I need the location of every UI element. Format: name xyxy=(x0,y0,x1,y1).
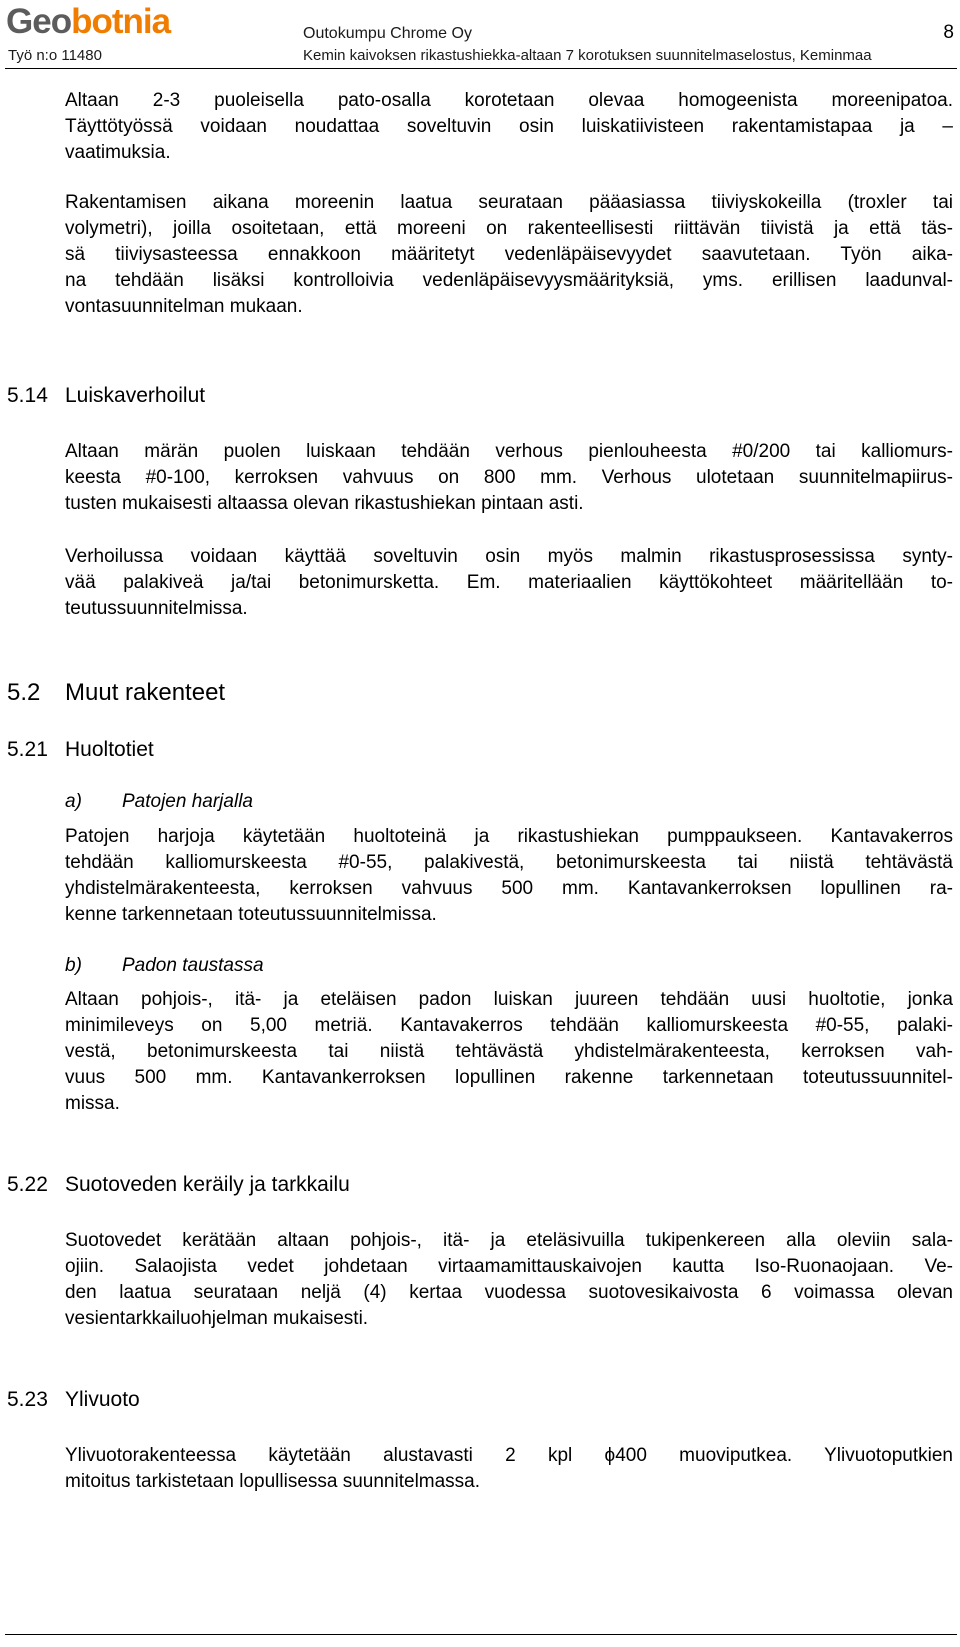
text-line: Täyttötyössä voidaan noudattaa soveltuvin osin luiskatiivisteen rakentamistapaa ja – xyxy=(65,116,953,137)
text-line: vontasuunnitelman mukaan. xyxy=(65,296,303,317)
subheading-title: Patojen harjalla xyxy=(122,791,253,812)
text-line: missa. xyxy=(65,1093,120,1114)
text-line: vuus 500 mm. Kantavankerroksen lopullinen rakenne tarkennetaan toteutussuunnitel- xyxy=(65,1067,953,1088)
logo-text-botnia: botnia xyxy=(71,2,171,41)
section-number: 5.21 xyxy=(7,738,48,761)
paragraph-verhoilu xyxy=(65,544,953,622)
section-number: 5.23 xyxy=(7,1388,48,1411)
section-heading-5-2 xyxy=(7,679,225,707)
text-line: Altaan märän puolen luiskaan tehdään verhous pienlouheesta #0/200 tai kalliomurs- xyxy=(65,441,953,462)
text-line: Altaan pohjois-, itä- ja eteläisen padon luiskan juureen tehdään uusi huoltotie, jonka xyxy=(65,989,953,1010)
text-line: tusten mukaisesti altaassa olevan rikastushiekan pintaan asti. xyxy=(65,493,584,514)
text-line: vaatimuksia. xyxy=(65,142,171,163)
text-line: na tehdään lisäksi kontrolloivia vedenläpäisevyysmäärityksiä, yms. erillisen laadunval- xyxy=(65,270,953,291)
paragraph-ylivuoto xyxy=(65,1443,953,1495)
text-line: Suotovedet kerätään altaan pohjois-, itä- ja eteläsivuilla tukipenkereen alla oleviin sala- xyxy=(65,1230,953,1251)
header-divider xyxy=(5,68,957,69)
text-line: ojiin. Salaojista vedet johdetaan virtaamamittauskaivojen kautta Iso-Ruonaojaan. Ve- xyxy=(65,1256,953,1277)
text-line: mitoitus tarkistetaan lopullisessa suunnitelmassa. xyxy=(65,1471,481,1492)
subheading-a xyxy=(65,791,253,813)
paragraph-padon-taustassa xyxy=(65,987,953,1117)
section-number: 5.22 xyxy=(7,1173,48,1196)
section-title: Ylivuoto xyxy=(65,1388,140,1411)
section-heading-5-22 xyxy=(7,1173,350,1197)
section-heading-5-14 xyxy=(7,384,205,408)
text-line: Ylivuotorakenteessa käytetään alustavasti 2 kpl ϕ400 muoviputkea. Ylivuotoputkien xyxy=(65,1445,953,1466)
footer-divider xyxy=(5,1634,957,1635)
text-line: teutussuunnitelmissa. xyxy=(65,598,248,619)
subheading-letter: b) xyxy=(65,955,82,976)
text-line: Verhoilussa voidaan käyttää soveltuvin osin myös malmin rikastusprosessissa synty- xyxy=(65,546,953,567)
subheading-b xyxy=(65,955,264,977)
text-line: den laatua seurataan neljä (4) kertaa vuodessa suotovesikaivosta 6 voimassa olevan xyxy=(65,1282,953,1303)
logo-text-geo: Geo xyxy=(6,2,72,41)
paragraph-patojen-harjalla xyxy=(65,824,953,928)
section-heading-5-21 xyxy=(7,738,154,762)
text-line: vää palakiveä ja/tai betonimursketta. Em. materiaalien käyttökohteet määritellään to- xyxy=(65,572,953,593)
paragraph-tiiviyskokeet xyxy=(65,190,953,320)
section-number: 5.14 xyxy=(7,384,48,407)
text-line: volymetri), joilla osoitetaan, että moreeni on rakenteellisesti riittävän tiivistä ja että täs- xyxy=(65,218,953,239)
job-number: Työ n:o 11480 xyxy=(8,47,102,64)
document-title: Kemin kaivoksen rikastushiekka-altaan 7 korotuksen suunnitelmaselostus, Keminmaa xyxy=(303,47,872,64)
section-title: Luiskaverhoilut xyxy=(65,384,206,407)
geobotnia-logo xyxy=(6,2,170,42)
client-name: Outokumpu Chrome Oy xyxy=(303,25,472,42)
text-line: vestä, betonimurskeesta tai niistä tehtävästä yhdistelmärakenteesta, kerroksen vah- xyxy=(65,1041,953,1062)
text-line: vesientarkkailuohjelman mukaisesti. xyxy=(65,1308,369,1329)
text-line: yhdistelmärakenteesta, kerroksen vahvuus 500 mm. Kantavankerroksen lopullinen ra- xyxy=(65,878,953,899)
page-header xyxy=(0,0,960,72)
text-line: Rakentamisen aikana moreenin laatua seurataan pääasiassa tiiviyskokeilla (troxler tai xyxy=(65,192,953,213)
text-line: keesta #0-100, kerroksen vahvuus on 800 mm. Verhous ulotetaan suunnitelmapiirus- xyxy=(65,467,953,488)
paragraph-verhous xyxy=(65,439,953,517)
text-line: Patojen harjoja käytetään huoltoteinä ja rikastushiekan pumppaukseen. Kantavakerros xyxy=(65,826,953,847)
text-line: kenne tarkennetaan toteutussuunnitelmissa. xyxy=(65,904,437,925)
subheading-title: Padon taustassa xyxy=(122,955,264,976)
section-title: Suotoveden keräily ja tarkkailu xyxy=(65,1173,350,1196)
section-title: Muut rakenteet xyxy=(65,679,226,706)
section-heading-5-23 xyxy=(7,1388,140,1412)
page-number: 8 xyxy=(943,22,954,43)
text-line: Altaan 2-3 puoleisella pato-osalla korotetaan olevaa homogeenista moreenipatoa. xyxy=(65,90,953,111)
subheading-letter: a) xyxy=(65,791,82,812)
text-line: sä tiiviysasteessa ennakkoon määritetyt vedenläpäisevyydet saavutetaan. Työn aika- xyxy=(65,244,953,265)
section-title: Huoltotiet xyxy=(65,738,154,761)
paragraph-suotovedet xyxy=(65,1228,953,1332)
section-number: 5.2 xyxy=(7,679,41,706)
paragraph-moreenipato xyxy=(65,88,953,166)
text-line: tehdään kalliomurskeesta #0-55, palakivestä, betonimurskeesta tai niistä tehtävästä xyxy=(65,852,953,873)
text-line: minimileveys on 5,00 metriä. Kantavakerros tehdään kalliomurskeesta #0-55, palaki- xyxy=(65,1015,953,1036)
